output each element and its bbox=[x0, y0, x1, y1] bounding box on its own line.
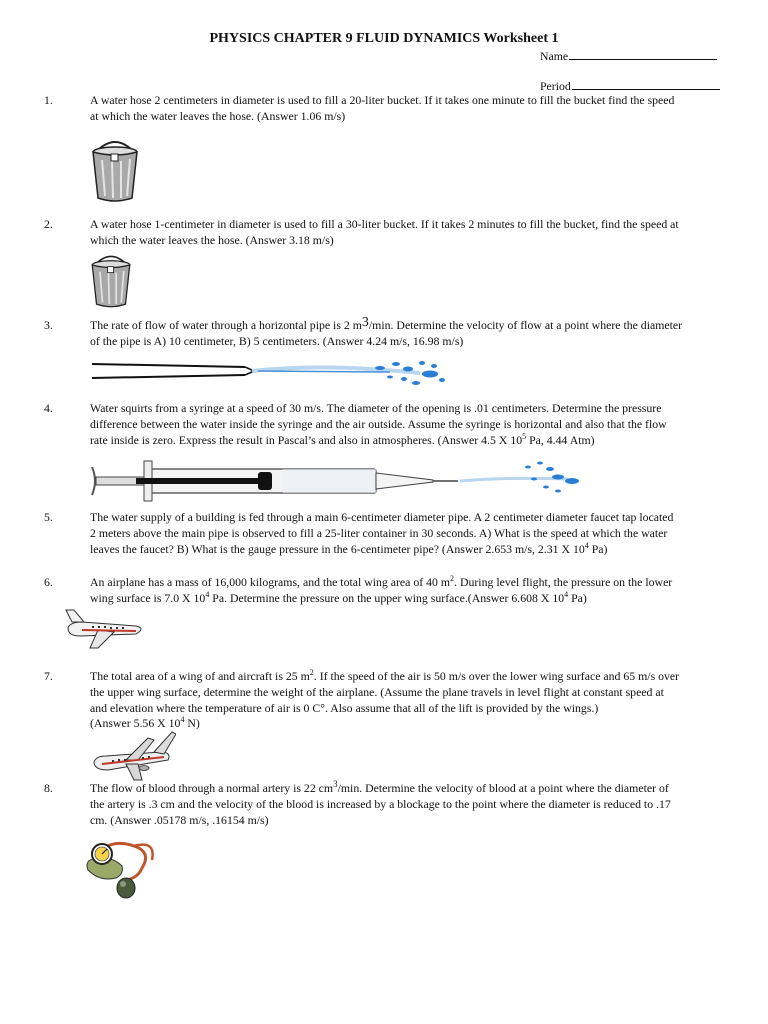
period-line[interactable] bbox=[572, 78, 720, 90]
question-3-text bbox=[90, 315, 730, 350]
blood-pressure-gauge-icon bbox=[82, 834, 162, 900]
period-label: Period bbox=[540, 79, 571, 93]
name-field bbox=[540, 48, 724, 65]
question-line: and elevation where the temperature of air is 0 C°. Also assume that all of the lift is provided by the wings.) bbox=[90, 700, 599, 715]
bucket-icon bbox=[88, 138, 142, 206]
jet-airplane-icon bbox=[90, 730, 176, 782]
question-line: of the pipe is A) 10 centimeter, B) 5 centimeters. (Answer 4.24 m/s, 16.98 m/s) bbox=[90, 333, 464, 348]
airplane-icon bbox=[62, 604, 150, 652]
question-7-text bbox=[90, 669, 730, 732]
question-number: 2. bbox=[44, 217, 53, 231]
question-1-text bbox=[90, 93, 730, 125]
question-line: A water hose 1-centimeter in diameter is used to fill a 30-liter bucket. If it takes 2 minutes to fill the bucket, find the speed at bbox=[90, 217, 679, 231]
question-number: 8. bbox=[44, 781, 53, 795]
question-number: 6. bbox=[44, 575, 53, 589]
bucket-icon bbox=[88, 250, 134, 314]
question-line: The rate of flow of water through a horizontal pipe is 2 m3/min. Determine the velocity of flow at a point where the diameter bbox=[90, 315, 683, 332]
syringe-icon bbox=[88, 455, 582, 507]
question-number: 7. bbox=[44, 669, 53, 683]
question-line: at which the water leaves the hose. (Answer 1.06 m/s) bbox=[90, 108, 346, 123]
question-number: 5. bbox=[44, 510, 53, 524]
name-label: Name bbox=[540, 49, 569, 63]
question-5-text bbox=[90, 510, 730, 557]
question-line: which the water leaves the hose. (Answer 3.18 m/s) bbox=[90, 232, 334, 247]
question-line: the upper wing surface, determine the weight of the airplane. (Assume the plane travels in level flight at constant speed at bbox=[90, 684, 664, 699]
question-line: difference between the water inside the syringe and the air outside. Assume the syringe is horizontal and also that the flow bbox=[90, 416, 667, 431]
question-line: 2 meters above the main pipe is observed to fill a 25-liter container in 30 seconds. A) What is the speed at which the water bbox=[90, 525, 668, 540]
question-6-text bbox=[90, 575, 730, 607]
question-line: The total area of a wing of and aircraft is 25 $m^2$. If the speed of the air is 50 m/s over the lower wing surface and 65 m/s over bbox=[90, 668, 680, 683]
question-line: (Answer 5.56 X $10^4$ N) bbox=[90, 715, 200, 731]
question-number: 3. bbox=[44, 318, 53, 332]
question-line: The flow of blood through a normal artery is 22 $cm^3/\min$. Determine the velocity of blood at a point where the diameter of bbox=[90, 779, 669, 795]
question-line: A water hose 2 centimeters in diameter is used to fill a 20-liter bucket. If it takes one minute to fill the bucket find the speed bbox=[90, 93, 675, 107]
question-line: cm. (Answer .05178 m/s, .16154 m/s) bbox=[90, 812, 269, 827]
question-line: Water squirts from a syringe at a speed of 30 m/s. The diameter of the opening is .01 centimeters. Determine the pressure bbox=[90, 401, 662, 415]
question-line: rate inside is zero. Express the result in Pascal’s and also in atmospheres. (Answer 4.5 X $10^5$ Pa, 4.44 Atm) bbox=[90, 431, 595, 447]
question-2-text bbox=[90, 217, 730, 249]
question-line: leaves the faucet? B) What is the gauge pressure in the 6-centimeter pipe? (Answer 2.653 m/s, 2.31 X $10^4$ Pa) bbox=[90, 540, 608, 556]
question-line: the artery is .3 cm and the velocity of the blood is increased by a blockage to the point where the diameter is reduced to .17 bbox=[90, 796, 671, 811]
question-line: wing surface is 7.0 X $10^4$ Pa. Determine the pressure on the upper wing surface.(Answer 6.608 X $10^4$ Pa) bbox=[90, 589, 587, 605]
question-number: 1. bbox=[44, 93, 53, 107]
question-line: An airplane has a mass of 16,000 kilograms, and the total wing area of 40 $m^2$. During level flight, the pressure on the lower bbox=[90, 574, 673, 589]
pipe-spray-icon bbox=[90, 355, 450, 393]
question-number: 4. bbox=[44, 401, 53, 415]
worksheet-title: PHYSICS CHAPTER 9 FLUID DYNAMICS Worksheet 1 bbox=[209, 31, 559, 46]
name-line[interactable] bbox=[569, 48, 717, 60]
question-line: The water supply of a building is fed through a main 6-centimeter diameter pipe. A 2 centimeter diameter faucet tap located bbox=[90, 510, 674, 524]
question-4-text bbox=[90, 401, 730, 448]
question-8-text bbox=[90, 781, 730, 828]
